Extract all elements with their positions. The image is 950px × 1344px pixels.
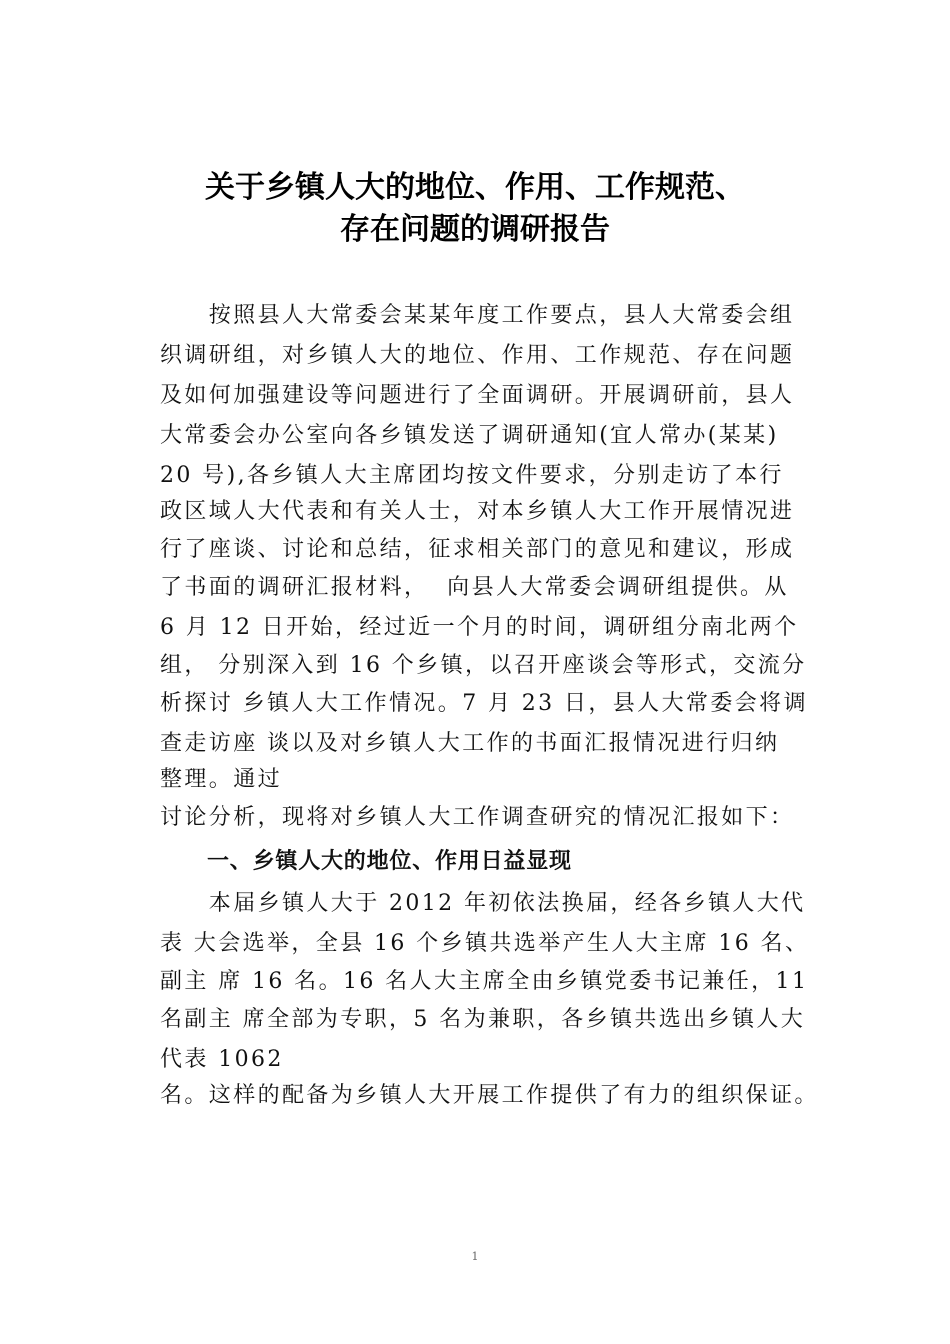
intro-line: 讨论分析，现将对乡镇人大工作调查研究的情况汇报如下： [160, 805, 795, 830]
document-title-line-2: 存在问题的调研报告 [340, 212, 610, 247]
page-number: 1 [471, 1250, 479, 1263]
intro-line: 6 月 12 日开始，经过近一个月的时间，调研组分南北两个 [160, 615, 799, 640]
section-heading: 一、乡镇人大的地位、作用日益显现 [207, 849, 572, 874]
section-line: 名副主 席全部为专职，5 名为兼职，各乡镇共选出乡镇人大 [160, 1007, 806, 1032]
intro-line: 大常委会办公室向各乡镇发送了调研通知(宜人常办(某某) [160, 423, 779, 448]
intro-line: 及如何加强建设等问题进行了全面调研。开展调研前，县人 [160, 383, 795, 408]
intro-line: 按照县人大常委会某某年度工作要点，县人大常委会组 [160, 303, 795, 328]
section-line: 本届乡镇人大于 2012 年初依法换届，经各乡镇人大代 [160, 891, 806, 916]
intro-line: 织调研组，对乡镇人大的地位、作用、工作规范、存在问题 [160, 343, 795, 368]
intro-line: 析探讨 乡镇人大工作情况。7 月 23 日，县人大常委会将调 [160, 691, 808, 716]
intro-line: 行了座谈、讨论和总结，征求相关部门的意见和建议，形成 [160, 537, 795, 562]
section-line: 副主 席 16 名。16 名人大主席全由乡镇党委书记兼任，11 [160, 969, 809, 994]
intro-line: 政区域人大代表和有关人士，对本乡镇人大工作开展情况进 [160, 499, 795, 524]
intro-line: 组， 分别深入到 16 个乡镇，以召开座谈会等形式，交流分 [160, 653, 807, 678]
section-line: 代表 1062 [160, 1047, 284, 1072]
intro-line: 查走访座 谈以及对乡镇人大工作的书面汇报情况进行归纳 [160, 731, 780, 756]
section-line: 名。这样的配备为乡镇人大开展工作提供了有力的组织保证。 [160, 1083, 819, 1108]
document-title-line-1: 关于乡镇人大的地位、作用、工作规范、 [205, 170, 745, 205]
section-line: 表 大会选举，全县 16 个乡镇共选举产生人大主席 16 名、 [160, 931, 810, 956]
intro-line: 整理。通过 [160, 767, 283, 792]
intro-line: 20 号),各乡镇人大主席团均按文件要求，分别走访了本行 [160, 463, 784, 488]
intro-line: 了书面的调研汇报材料， 向县人大常委会调研组提供。从 [160, 575, 789, 600]
